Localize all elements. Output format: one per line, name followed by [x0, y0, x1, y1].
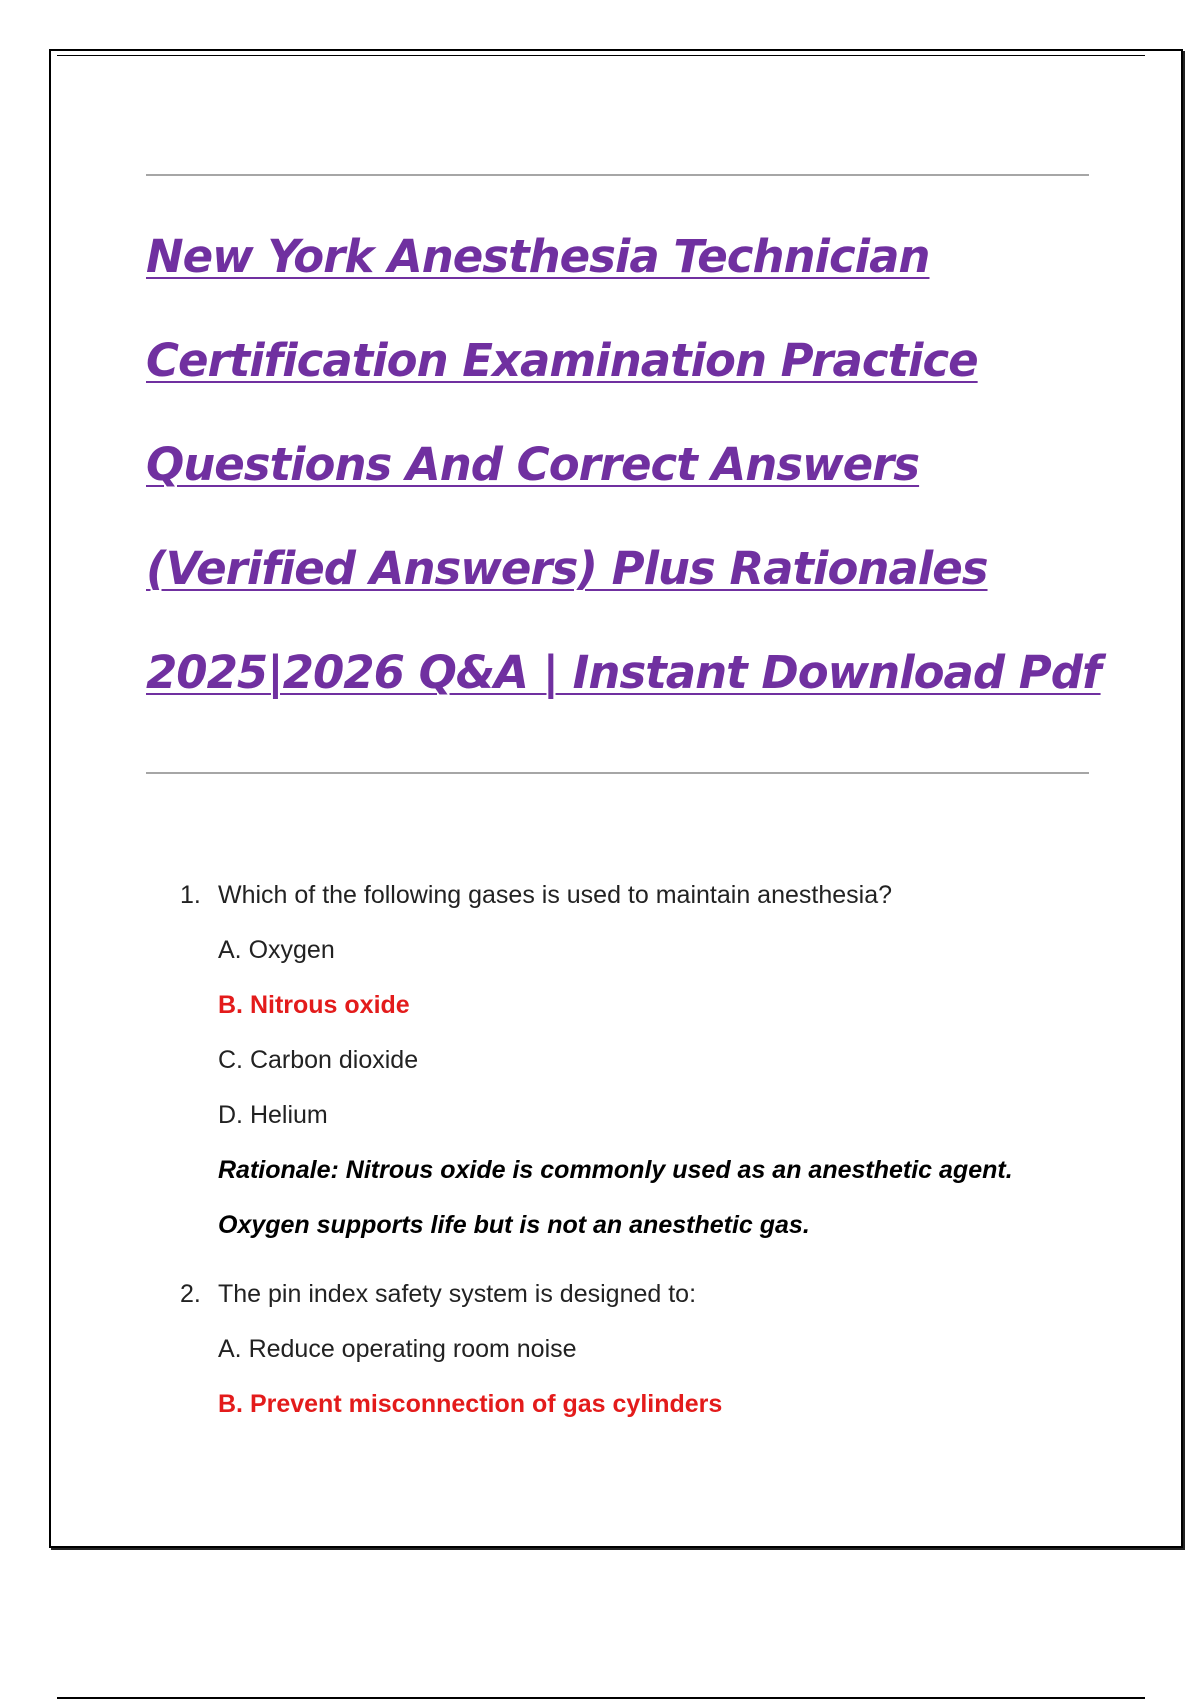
title-top-divider	[146, 174, 1089, 176]
next-page-top-rule	[57, 1697, 1145, 1699]
question-number: 2.	[180, 1280, 201, 1308]
document-title	[146, 205, 1106, 725]
rationale-text: Oxygen supports life but is not an anesthetic gas.	[218, 1211, 810, 1239]
correct-answer-option: B. Nitrous oxide	[218, 991, 410, 1019]
title-line: Certification Examination Practice	[146, 334, 978, 387]
question-number: 1.	[180, 881, 201, 909]
title-bottom-divider	[146, 772, 1089, 774]
answer-option: C. Carbon dioxide	[218, 1046, 419, 1074]
title-line: 2025|2026 Q&A | Instant Download Pdf	[146, 646, 1101, 699]
correct-answer-option: B. Prevent misconnection of gas cylinders	[218, 1390, 723, 1418]
question-text: Which of the following gases is used to maintain anesthesia?	[218, 881, 892, 909]
question-spacer	[180, 1253, 1080, 1267]
answer-option: A. Reduce operating room noise	[218, 1335, 577, 1363]
question-item	[180, 868, 1080, 1253]
question-text: The pin index safety system is designed to:	[218, 1280, 697, 1308]
title-line: New York Anesthesia Technician	[146, 230, 930, 283]
title-line: (Verified Answers) Plus Rationales	[146, 542, 988, 595]
answer-option: A. Oxygen	[218, 936, 335, 964]
title-line: Questions And Correct Answers	[146, 438, 920, 491]
answer-option: D. Helium	[218, 1101, 328, 1129]
question-item	[180, 1267, 1080, 1432]
question-list	[180, 868, 1080, 1432]
rationale-text: Rationale: Nitrous oxide is commonly used as an anesthetic agent.	[218, 1156, 1013, 1184]
